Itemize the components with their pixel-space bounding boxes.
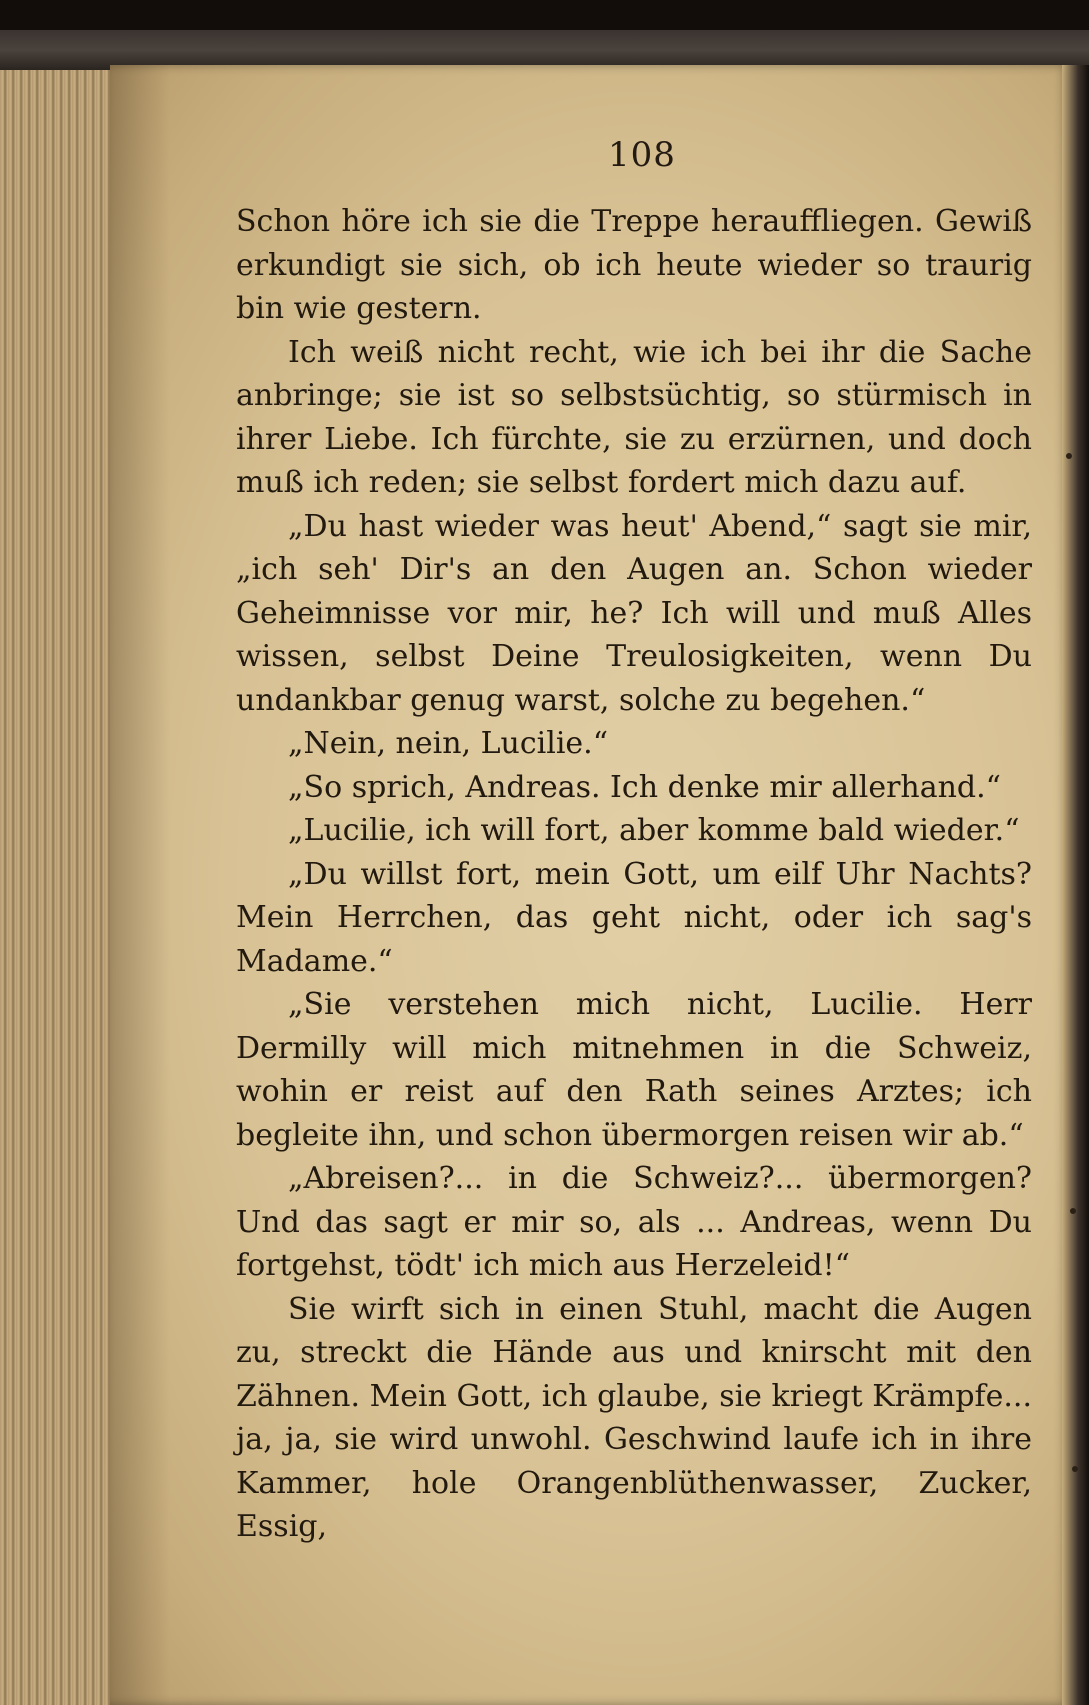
margin-mark [1072, 1466, 1078, 1472]
gutter-shadow [110, 65, 170, 1705]
book-cover-edge [0, 30, 1089, 70]
paragraph-7: „Du willst fort, mein Gott, um eilf Uhr Nachts? Mein Herrchen, das geht nicht, oder ich sag's Madame.“ [236, 856, 1032, 979]
page-right-edge [1062, 65, 1089, 1705]
paragraph-3: „Du hast wieder was heut' Abend,“ sagt sie mir, „ich seh' Dir's an den Augen an. Schon wieder Geheimnisse vor mir, he? Ich will und muß Alles wissen, selbst Deine Treulosigkeiten, wenn Du undankbar genug warst, solche zu begehen.“ [236, 508, 1032, 718]
paragraph-5: „So sprich, Andreas. Ich denke mir allerhand.“ [288, 769, 1002, 805]
page-stack-edge [0, 70, 120, 1705]
paragraph-6: „Lucilie, ich will fort, aber komme bald wieder.“ [288, 813, 1020, 848]
margin-mark [1070, 1208, 1076, 1214]
paragraph-9: „Abreisen?... in die Schweiz?... übermorgen? Und das sagt er mir so, als ... Andreas, wenn Du fortgehst, tödt' ich mich aus Herzeleid!“ [236, 1161, 1032, 1283]
paragraph-4: „Nein, nein, Lucilie.“ [288, 726, 609, 761]
paragraph-1: Schon höre ich sie die Treppe herauffliegen. Gewiß erkundigt sie sich, ob ich heute wieder so traurig bin wie gestern. [236, 204, 1032, 326]
paragraph-8: „Sie verstehen mich nicht, Lucilie. Herr Dermilly will mich mitnehmen in die Schweiz, wohin er reist auf den Rath seines Arztes; ich begleite ihn, und schon übermorgen reisen wir ab.“ [236, 987, 1032, 1153]
paragraph-2: Ich weiß nicht recht, wie ich bei ihr die Sache anbringe; sie ist so selbstsüchtig, so stürmisch in ihrer Liebe. Ich fürchte, sie zu erzürnen, und doch muß ich reden; sie selbst fordert mich dazu auf. [236, 334, 1032, 500]
paragraph-10: Sie wirft sich in einen Stuhl, macht die Augen zu, streckt die Hände aus und knirscht mit den Zähnen. Mein Gott, ich glaube, sie kriegt Krämpfe... ja, ja, sie wird unwohl. Geschwind laufe ich in ihre Kammer, hole Orangenblüthenwasser, Zucker, Essig, [236, 1291, 1032, 1544]
body-text [236, 200, 1032, 1549]
page-number: 108 [608, 135, 676, 175]
margin-mark [1066, 453, 1072, 459]
